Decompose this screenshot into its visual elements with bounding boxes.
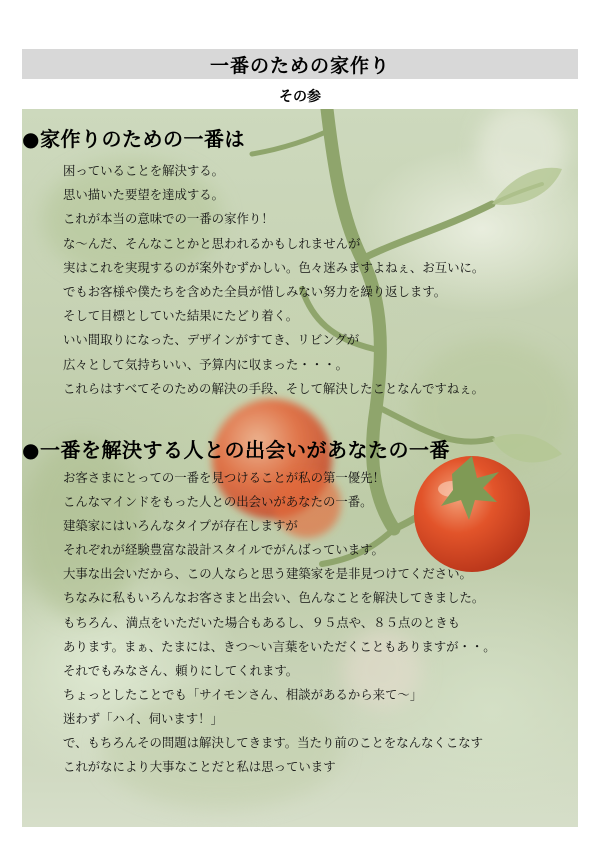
body-line: そして目標としていた結果にたどり着く。	[63, 308, 299, 324]
body-line: でもお客様や僕たちを含めた全員が惜しみない努力を繰り返します。	[63, 283, 447, 299]
page-subtitle: その参	[279, 89, 321, 105]
body-line: 大事な出会いだから、この人ならと思う建築家を是非見つけてください。	[63, 566, 472, 582]
tomato-photo-background	[22, 109, 578, 827]
body-line: 実はこれを実現するのが案外むずかしい。色々迷みますよねぇ、お互いに。	[63, 259, 485, 275]
page-title: 一番のための家作り	[209, 54, 390, 77]
content-overlay	[22, 109, 578, 827]
body-line: で、もちろんその問題は解決してきます。当たり前のことをなんなくこなす	[63, 735, 484, 751]
body-line: それでもみなさん、頼りにしてくれます。	[63, 662, 299, 678]
body-line: ちょっとしたことでも「サイモンさん、相談があるから来て～」	[63, 686, 423, 702]
body-line: 困っていることを解決する。	[63, 163, 225, 178]
body-line: もちろん、満点をいただいた場合もあるし、９５点や、８５点のときも	[63, 614, 460, 630]
body-line: こんなマインドをもった人との出会いがあなたの一番。	[63, 494, 373, 510]
body-line: あります。まぁ、たまには、きつ～い言葉をいただくこともありますが・・。	[63, 638, 496, 654]
body-line: ちなみに私もいろんなお客さまと出会い、色んなことを解決してきました。	[63, 590, 485, 606]
body-line: 思い描いた要望を達成する。	[63, 187, 225, 203]
body-line: これが本当の意味での一番の家作り！	[63, 211, 274, 227]
body-line: な～んだ、そんなことかと思われるかもしれませんが	[63, 235, 361, 251]
section-heading-1	[22, 123, 245, 152]
bullet-icon: ●	[22, 438, 40, 462]
section-2-body	[63, 466, 496, 779]
title-bar	[22, 49, 578, 79]
body-line: いい間取りになった、デザインがすてき、リビングが	[63, 332, 360, 348]
heading-text: 家作りのための一番は	[39, 127, 245, 151]
body-line: それぞれが経験豊富な設計スタイルでがんばっています。	[63, 542, 384, 558]
heading-text: 一番を解決する人との出会いがあなたの一番	[39, 438, 450, 462]
body-line: お客さまにとっての一番を見つけることが私の第一優先！	[63, 470, 385, 485]
body-line: これがなにより大事なことだと私は思っています	[63, 759, 336, 775]
bullet-icon: ●	[22, 127, 40, 151]
section-1-body	[63, 159, 484, 401]
section-heading-2	[22, 434, 450, 463]
body-line: 建築家にはいろんなタイプが存在しますが	[63, 518, 298, 534]
body-line: 迷わず「ハイ、伺います！」	[63, 710, 223, 726]
body-line: これらはすべてそのための解決の手段、そして解決したことなんですねぇ。	[63, 380, 485, 396]
body-line: 広々として気持ちいい、予算内に収まった・・・。	[63, 356, 348, 372]
